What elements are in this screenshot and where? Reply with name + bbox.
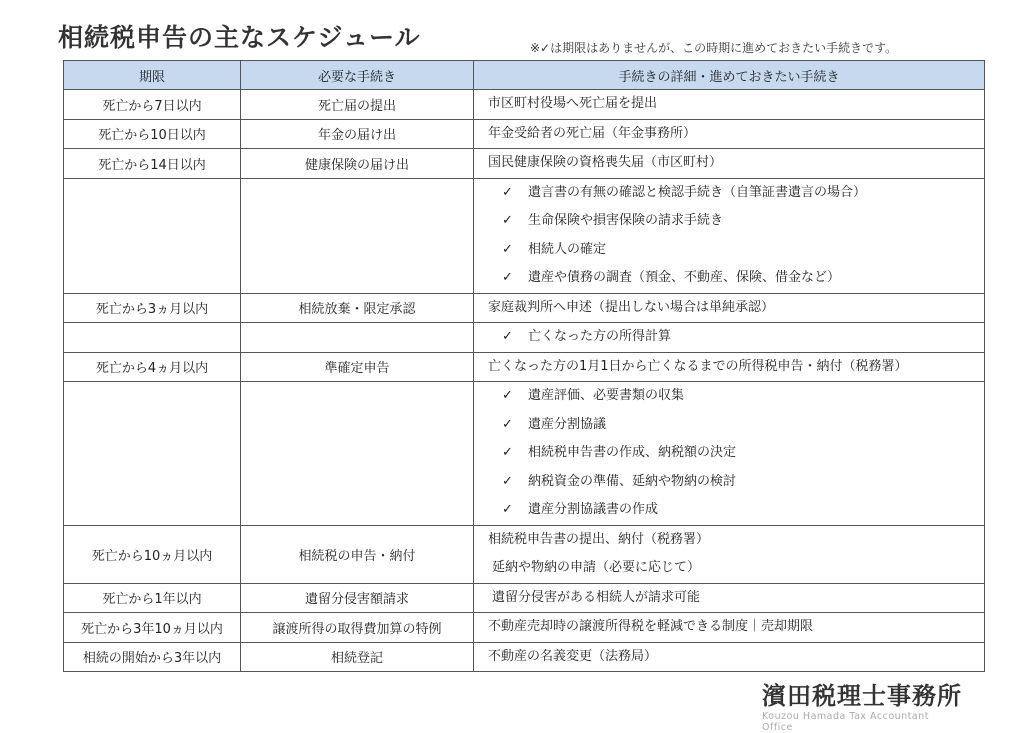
header-procedure: 必要な手続き [241,61,474,90]
detail-cell [474,293,985,323]
detail-label: 亡くなった方の1月1日から亡くなるまでの所得税申告・納付（税務署） [488,358,908,374]
detail-label: 相続税申告書の作成、納税額の決定 [528,445,737,460]
deadline-cell: 死亡から3ヵ月以内 [64,293,241,323]
table-header-row [64,61,985,90]
detail-cell [474,583,985,613]
check-icon: ✓ [502,329,513,344]
detail-cell [474,323,985,353]
page-title: 相続税申告の主なスケジュール [58,23,421,52]
detail-label: 家庭裁判所へ申述（提出しない場合は単純承認） [488,299,775,315]
procedure-cell: 年金の届け出 [241,119,474,149]
procedure-cell: 死亡届の提出 [241,90,474,120]
table-row [64,90,985,120]
detail-cell [474,90,985,120]
checklist-item [488,179,984,208]
deadline-cell: 相続の開始から3年以内 [64,642,241,672]
deadline-cell: 死亡から10ヵ月以内 [64,525,241,583]
procedure-cell: 相続税の申告・納付 [241,525,474,583]
header-detail: 手続きの詳細・進めておきたい手続き [474,61,985,90]
office-logo [762,676,962,733]
checklist-item [488,411,984,440]
detail-text [488,149,984,178]
logo-name: 濱田税理士事務所 [762,682,962,710]
detail-label: 遺産分割協議 [528,416,607,432]
detail-label: 亡くなった方の所得計算 [528,329,672,344]
detail-label: 不動産の名義変更（法務局） [488,648,658,664]
table-row [64,119,985,149]
detail-label: 遺留分侵害がある相続人が請求可能 [492,589,701,605]
detail-label: 遺言書の有無の確認と検認手続き（自筆証書遺言の場合） [528,184,867,200]
checklist-item [488,323,984,352]
detail-label: 年金受給者の死亡届（年金事務所） [488,125,697,141]
procedure-cell [241,323,474,353]
table-row [64,149,985,179]
table-row [64,525,985,583]
detail-label: 相続税申告書の提出、納付（税務署） [488,531,710,547]
check-icon: ✓ [502,388,513,403]
detail-text [488,294,984,323]
checklist-item [488,264,984,293]
schedule-table [63,60,985,672]
legend-note: ※✓は期限はありませんが、この時期に進めておきたい手続きです。 [530,41,898,55]
procedure-cell: 健康保険の届け出 [241,149,474,179]
detail-label: 延納や物納の申請（必要に応じて） [492,560,701,575]
table-row [64,642,985,672]
detail-cell [474,178,985,293]
procedure-cell [241,178,474,293]
deadline-cell: 死亡から10日以内 [64,119,241,149]
detail-text [488,643,984,672]
detail-cell [474,382,985,526]
check-icon: ✓ [502,473,513,489]
detail-label: 市区町村役場へ死亡届を提出 [488,96,658,111]
checklist-item [488,207,984,236]
detail-cell [474,525,985,583]
deadline-cell: 死亡から3年10ヵ月以内 [64,613,241,643]
deadline-cell: 死亡から4ヵ月以内 [64,352,241,382]
check-icon: ✓ [502,502,513,517]
deadline-cell [64,178,241,293]
checklist-item [488,439,984,468]
detail-label: 遺産や債務の調査（預金、不動産、保険、借金など） [528,270,841,285]
detail-text [488,353,984,382]
table-row [64,323,985,353]
detail-text [488,526,984,555]
deadline-cell: 死亡から1年以内 [64,583,241,613]
checklist-item [488,382,984,411]
detail-cell [474,613,985,643]
table-row [64,352,985,382]
detail-label: 国民健康保険の資格喪失届（市区町村） [488,155,723,170]
check-icon: ✓ [502,213,513,228]
detail-cell [474,119,985,149]
detail-label: 納税資金の準備、延納や物納の検討 [528,473,737,489]
detail-cell [474,352,985,382]
detail-label: 遺産評価、必要書類の収集 [528,388,685,403]
checklist-item [488,236,984,265]
table-body [64,90,985,672]
check-icon: ✓ [502,241,513,257]
check-icon: ✓ [502,270,513,285]
header-deadline: 期限 [64,61,241,90]
detail-text [488,90,984,119]
table-row [64,382,985,526]
detail-text [488,584,984,613]
table-row [64,293,985,323]
table-row [64,613,985,643]
procedure-cell: 相続登記 [241,642,474,672]
procedure-cell: 譲渡所得の取得費加算の特例 [241,613,474,643]
detail-text [488,554,984,583]
table-row [64,583,985,613]
detail-text [488,120,984,149]
deadline-cell: 死亡から14日以内 [64,149,241,179]
detail-label: 相続人の確定 [528,241,607,257]
check-icon: ✓ [502,445,513,460]
procedure-cell [241,382,474,526]
detail-text [488,613,984,642]
detail-cell [474,642,985,672]
check-icon: ✓ [502,416,513,432]
deadline-cell: 死亡から7日以内 [64,90,241,120]
procedure-cell: 相続放棄・限定承認 [241,293,474,323]
checklist-item [488,496,984,525]
table-row [64,178,985,293]
procedure-cell: 遺留分侵害額請求 [241,583,474,613]
detail-cell [474,149,985,179]
procedure-cell: 準確定申告 [241,352,474,382]
logo-subtitle: Kouzou Hamada Tax Accountant Office [762,711,929,733]
checklist-item [488,468,984,497]
detail-label: 遺産分割協議書の作成 [528,502,659,517]
detail-label: 生命保険や損害保険の請求手続き [528,213,724,228]
deadline-cell [64,382,241,526]
deadline-cell [64,323,241,353]
detail-label: 不動産売却時の譲渡所得税を軽減できる制度｜売却期限 [488,619,814,634]
check-icon: ✓ [502,184,513,200]
